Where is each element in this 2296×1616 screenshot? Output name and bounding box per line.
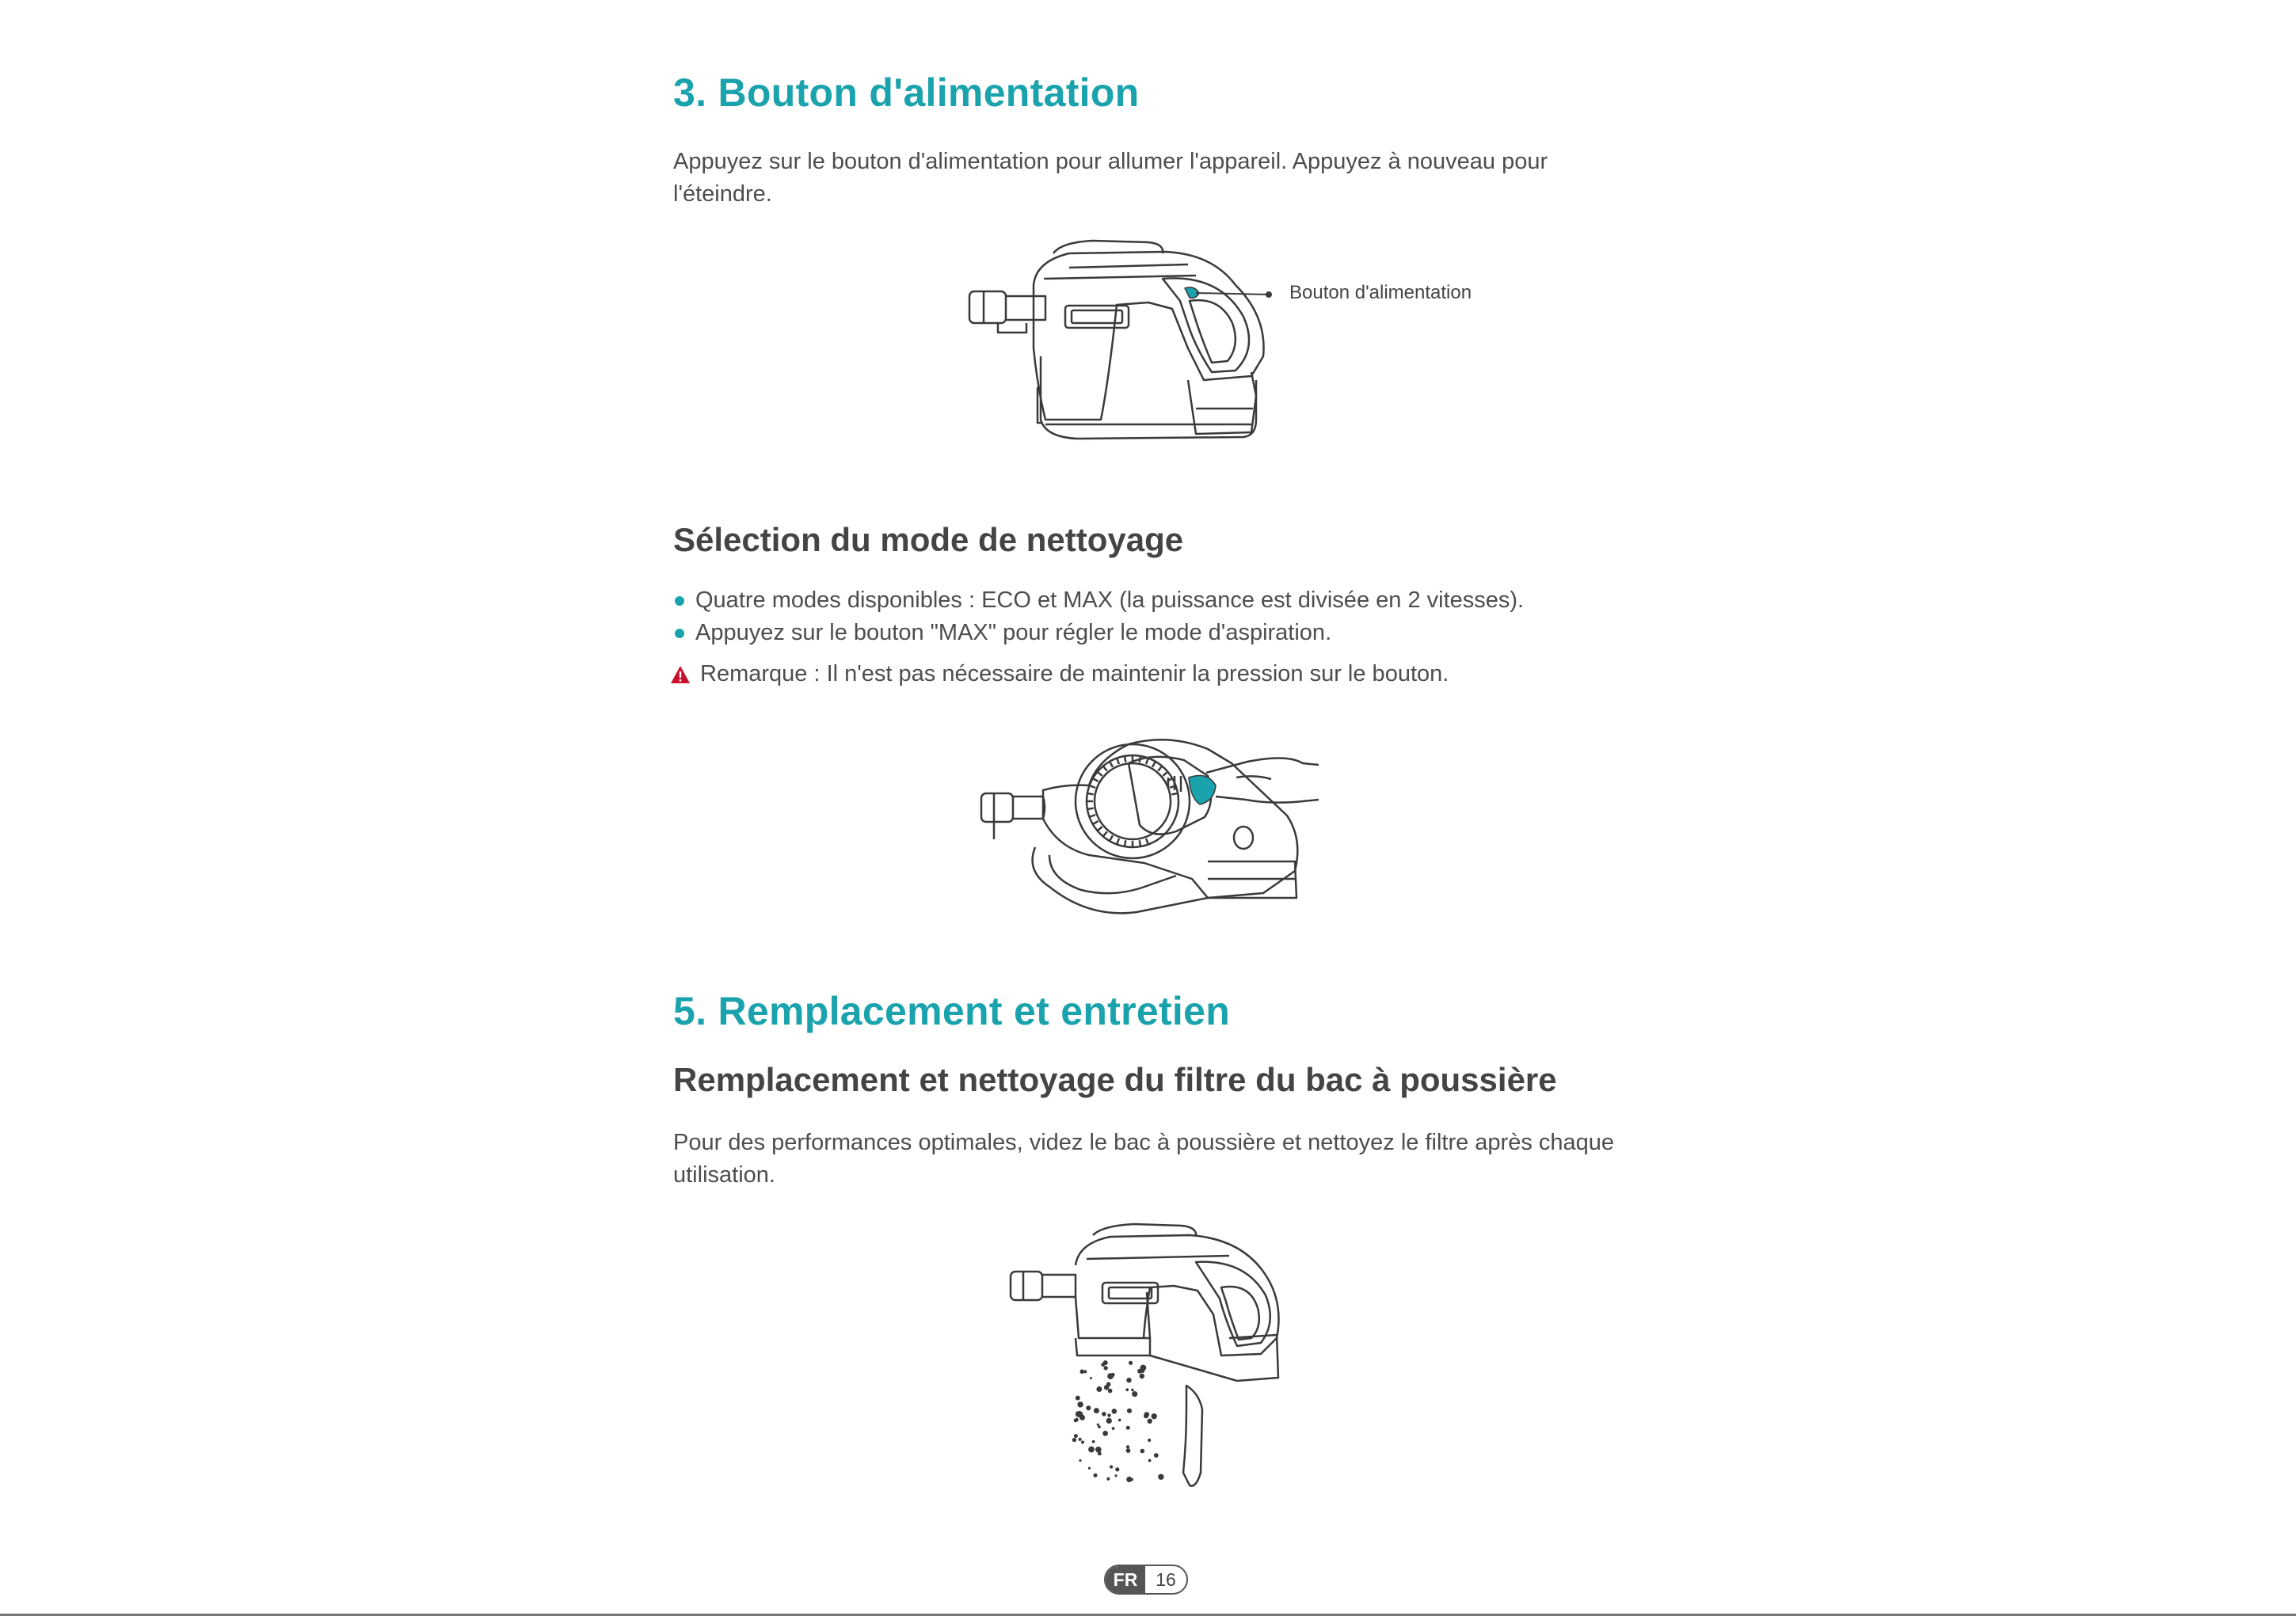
- vacuum-empty-dustbin-illustration: [1000, 1219, 1300, 1496]
- power-button-paragraph: Appuyez sur le bouton d'alimentation pour allumer l'appareil. Appuyez à nouveau pour l'éteindre.: [673, 149, 1548, 207]
- mode-selection-title: Sélection du mode de nettoyage: [673, 521, 1184, 558]
- power-button-callout-label: Bouton d'alimentation: [1289, 282, 1472, 303]
- section-title-power-button: 3. Bouton d'alimentation: [673, 70, 1140, 115]
- warning-triangle-icon: [670, 665, 691, 684]
- vacuum-max-button-illustration: [970, 728, 1319, 926]
- vacuum-power-button-illustration: [958, 230, 1291, 451]
- list-item: [672, 617, 1701, 649]
- bullet-text: Appuyez sur le bouton "MAX" pour régler le mode d'aspiration.: [695, 620, 1332, 645]
- section-title-maintenance: 5. Remplacement et entretien: [673, 989, 1231, 1033]
- filter-cleaning-title: Remplacement et nettoyage du filtre du bac à poussière: [673, 1061, 1557, 1098]
- bullet-dot-icon: [675, 596, 684, 606]
- bullet-dot-icon: [675, 629, 684, 638]
- list-item: [672, 584, 1701, 617]
- page-number-badge: [1104, 1565, 1188, 1595]
- page-number: 16: [1156, 1568, 1176, 1590]
- language-tag: FR: [1106, 1566, 1145, 1593]
- warning-note-text: Remarque : Il n'est pas nécessaire de maintenir la pression sur le bouton.: [700, 661, 1449, 686]
- warning-note: [670, 658, 1449, 690]
- mode-bullet-list: [672, 584, 1701, 649]
- filter-cleaning-paragraph: Pour des performances optimales, videz le bac à poussière et nettoyez le filtre après chaque utilisation.: [673, 1130, 1615, 1188]
- bullet-text: Quatre modes disponibles : ECO et MAX (la puissance est divisée en 2 vitesses).: [695, 587, 1525, 613]
